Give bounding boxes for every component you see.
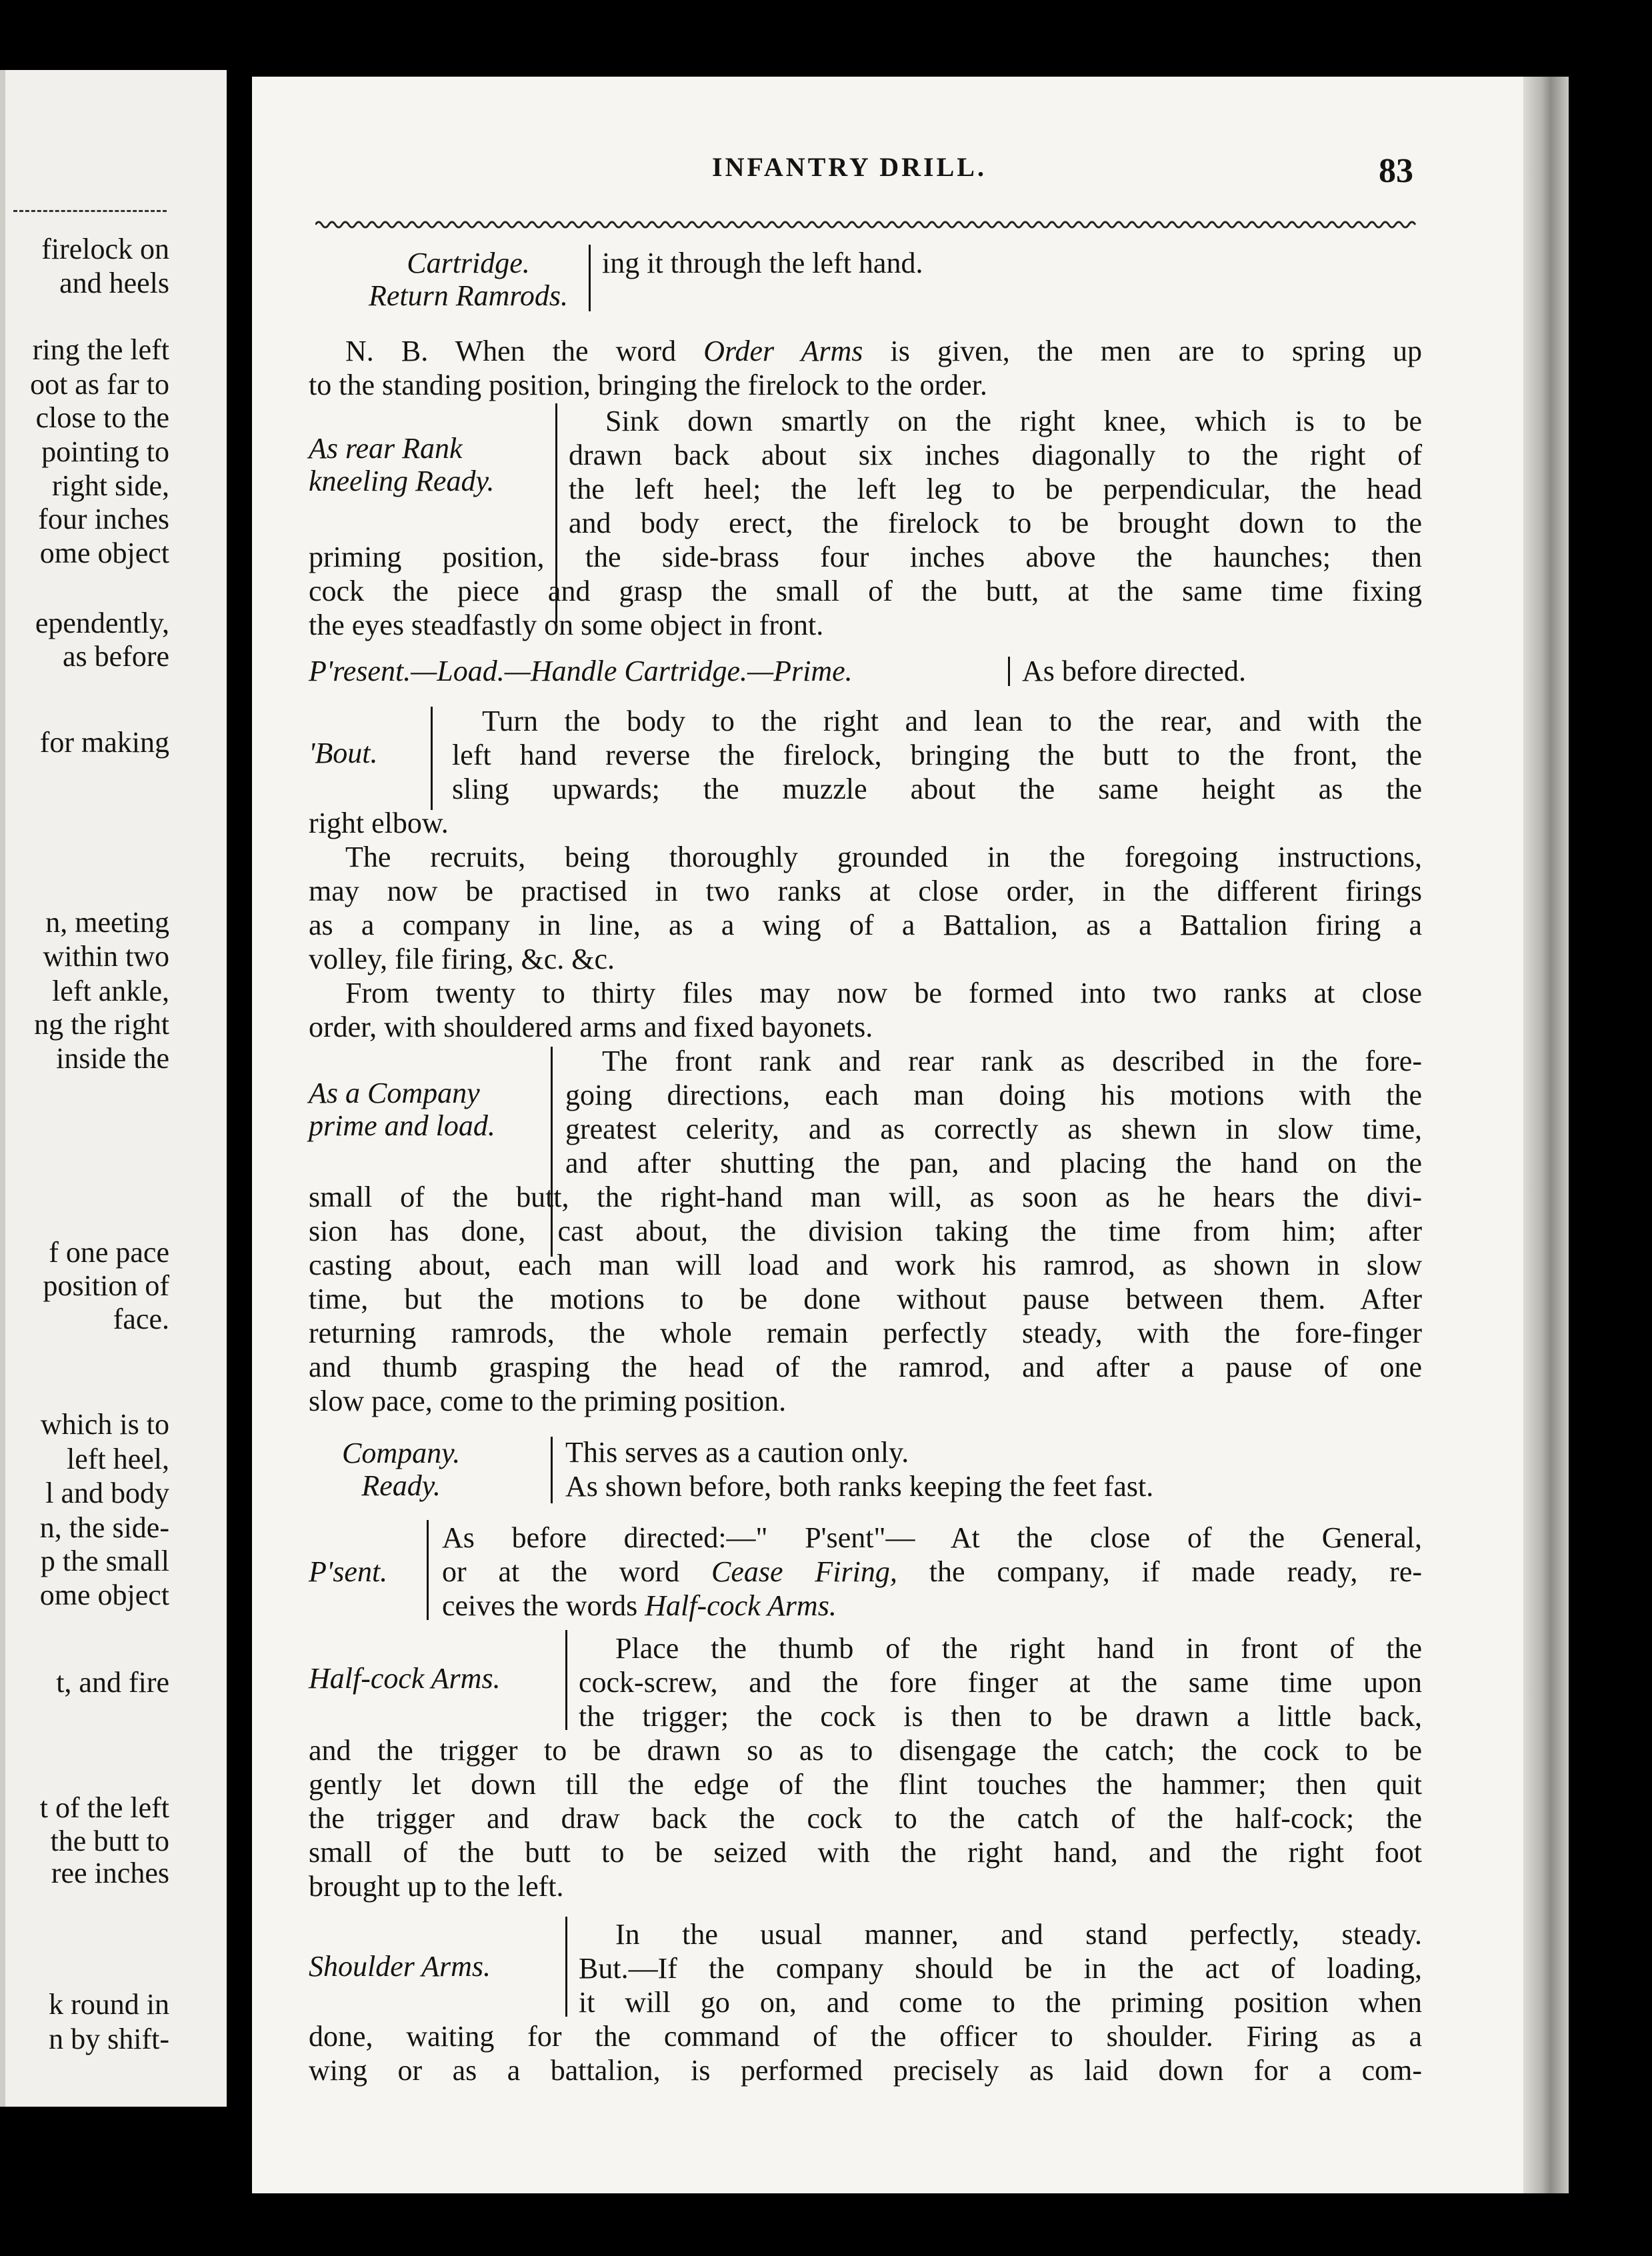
side-text-line: and after shutting the pan, and placing the hand on the	[565, 1147, 1422, 1179]
vertical-rule	[551, 1437, 553, 1503]
text-line: inside the	[56, 1042, 169, 1075]
side-text-line: In the usual manner, and stand perfectly, steady.	[615, 1918, 1422, 1951]
text-run-italic: Half-cock Arms.	[645, 1589, 837, 1622]
vertical-rule	[565, 1917, 567, 2017]
text-line: pointing to	[41, 435, 169, 468]
text-line: as before	[62, 640, 169, 673]
vertical-rule	[589, 245, 591, 311]
text-line: n by shift-	[49, 2023, 169, 2055]
text-line: firelock on	[41, 233, 169, 265]
side-text-line: going directions, each man doing his motions with the	[565, 1079, 1422, 1111]
text-line: gently let down till the edge of the flint touches the hammer; then quit	[309, 1768, 1422, 1801]
text-run-italic: Order Arms	[703, 335, 863, 367]
label-line: Ready.	[361, 1469, 441, 1503]
nb-line-1	[345, 337, 1422, 366]
text-line: sion has done, cast about, the division taking the time from him; after	[309, 1215, 1422, 1247]
text-line: cock the piece and grasp the small of the butt, at the same time fixing	[309, 575, 1422, 607]
text-run: the company, if made ready, re-	[897, 1555, 1423, 1588]
label-line: Cartridge.	[407, 247, 530, 279]
text-line: small of the butt to be seized with the right hand, and the right foot	[309, 1836, 1422, 1869]
label-line: Company.	[342, 1437, 461, 1469]
side-text-line: Sink down smartly on the right knee, which is to be	[605, 405, 1422, 437]
label-line: kneeling Ready.	[309, 465, 495, 498]
side-text-line	[442, 1557, 1422, 1587]
text-line: right side,	[52, 469, 169, 502]
text-line: left ankle,	[52, 975, 169, 1007]
text-line: small of the butt, the right-hand man will, as soon as he hears the divi-	[309, 1181, 1422, 1213]
page-edge-shadow	[1523, 77, 1569, 2193]
label-line: As a Company	[309, 1077, 480, 1109]
text-line: ng the right	[34, 1008, 169, 1041]
text-line: done, waiting for the command of the officer to shoulder. Firing as a	[309, 2020, 1422, 2053]
text-line: From twenty to thirty files may now be formed into two ranks at close	[345, 977, 1422, 1009]
vertical-rule	[427, 1520, 429, 1620]
present-text: As before directed.	[1022, 655, 1246, 687]
text-run: is given, the men are to spring up	[863, 335, 1422, 367]
text-line: close to the	[35, 401, 169, 434]
ornamental-rule	[315, 218, 1419, 231]
text-run-italic: P'resent.—Load.—Handle Cartridge.—Prime.	[309, 655, 853, 687]
text-line: n, the side-	[39, 1511, 169, 1544]
text-line: brought up to the left.	[309, 1870, 564, 1903]
text-line: returning ramrods, the whole remain perfectly steady, with the fore-finger	[309, 1317, 1422, 1349]
margin-label-psent: P'sent.	[309, 1555, 388, 1588]
text-run: N. B. When the word	[345, 335, 704, 367]
side-text-line: the left heel; the left leg to be perpendicular, the head	[569, 473, 1422, 505]
facing-page-fragment	[0, 70, 227, 2107]
text-line: the eyes steadfastly on some object in front.	[309, 609, 824, 641]
side-text-line: cock-screw, and the fore finger at the same time upon	[579, 1666, 1422, 1699]
side-text-line: As before directed:—" P'sent"— At the close of the General,	[442, 1521, 1422, 1554]
text-line: casting about, each man will load and work his ramrod, as shown in slow	[309, 1249, 1422, 1281]
present-line	[309, 657, 853, 686]
text-line: volley, file firing, &c. &c.	[309, 943, 615, 975]
text-line: f one pace	[49, 1236, 169, 1269]
header-rule	[13, 210, 167, 212]
text-line: position of	[43, 1269, 169, 1302]
text-line: This serves as a caution only.	[565, 1436, 909, 1469]
text-line: left heel,	[67, 1443, 169, 1475]
text-line: k round in	[49, 1988, 169, 2021]
text-run: ceives the words	[442, 1589, 645, 1622]
text-line: and heels	[59, 267, 169, 299]
side-text-line: sling upwards; the muzzle about the same height as the	[452, 773, 1422, 805]
side-text-line: the trigger; the cock is then to be drawn a little back,	[579, 1700, 1422, 1733]
text-line: priming position, the side-brass four inches above the haunches; then	[309, 541, 1422, 573]
label-line: Return Ramrods.	[369, 279, 569, 313]
text-run: or at the word	[442, 1555, 712, 1588]
text-line: ependently,	[35, 607, 169, 639]
text-line: p the small	[40, 1545, 169, 1577]
side-text-line: Turn the body to the right and lean to the rear, and with the	[482, 705, 1422, 737]
vertical-rule	[1008, 657, 1010, 686]
page-number: 83	[1379, 152, 1413, 190]
side-text-line: drawn back about six inches diagonally to the right of	[569, 439, 1422, 471]
text-line: right elbow.	[309, 807, 449, 839]
margin-label-cartridge	[369, 247, 568, 313]
side-text-line: Place the thumb of the right hand in front of the	[615, 1632, 1422, 1665]
label-line: prime and load.	[309, 1109, 495, 1143]
side-text-line: and body erect, the firelock to be brought down to the	[569, 507, 1422, 539]
text-line: oot as far to	[30, 368, 169, 401]
text-line: four inches	[38, 503, 169, 535]
text-line: l and body	[45, 1477, 169, 1509]
text-line: ome object	[39, 537, 169, 569]
text-line: may now be practised in two ranks at close order, in the different firings	[309, 875, 1422, 907]
text-line: ree inches	[51, 1857, 169, 1889]
text-line: which is to	[40, 1408, 169, 1441]
text-line: The recruits, being thoroughly grounded in the foregoing instructions,	[345, 841, 1422, 873]
margin-label-bout: 'Bout.	[309, 737, 378, 769]
nb-line-2: to the standing position, bringing the firelock to the order.	[309, 369, 987, 401]
margin-label-half-cock: Half-cock Arms.	[309, 1662, 501, 1695]
side-text-line: The front rank and rear rank as described in the fore-	[602, 1045, 1422, 1077]
running-header: INFANTRY DRILL.	[712, 152, 987, 182]
text-line: As shown before, both ranks keeping the feet fast.	[565, 1470, 1154, 1503]
vertical-rule	[431, 707, 433, 810]
cartridge-text: ing it through the left hand.	[602, 247, 923, 279]
side-text-line	[442, 1591, 837, 1621]
text-line: within two	[43, 940, 169, 973]
vertical-rule	[565, 1630, 567, 1730]
text-line: ome object	[39, 1579, 169, 1611]
margin-label-company-prime	[309, 1077, 495, 1143]
side-text-line: But.—If the company should be in the act of loading,	[579, 1952, 1422, 1985]
page-edge	[0, 70, 5, 2107]
text-line: order, with shouldered arms and fixed bayonets.	[309, 1011, 873, 1043]
margin-label-shoulder-arms: Shoulder Arms.	[309, 1950, 491, 1983]
text-line: as a company in line, as a wing of a Battalion, as a Battalion firing a	[309, 909, 1422, 941]
text-run-italic: Cease Firing,	[711, 1555, 897, 1588]
side-text-line: it will go on, and come to the priming position when	[579, 1986, 1422, 2019]
text-line: ring the left	[32, 333, 169, 366]
text-line: t, and fire	[56, 1666, 169, 1699]
text-line: the trigger and draw back the cock to the catch of the half-cock; the	[309, 1802, 1422, 1835]
margin-label-rear-rank	[309, 432, 495, 498]
label-line: As rear Rank	[309, 432, 463, 465]
text-line: face.	[113, 1303, 169, 1335]
margin-label-company-ready	[342, 1437, 460, 1503]
text-line: time, but the motions to be done without pause between them. After	[309, 1283, 1422, 1315]
text-line: n, meeting	[45, 906, 169, 939]
text-line: the butt to	[50, 1825, 169, 1857]
text-line: slow pace, come to the priming position.	[309, 1385, 787, 1417]
side-text-line: left hand reverse the firelock, bringing the butt to the front, the	[452, 739, 1422, 771]
book-page	[252, 77, 1569, 2193]
text-line: and thumb grasping the head of the ramrod, and after a pause of one	[309, 1351, 1422, 1383]
text-line: t of the left	[39, 1791, 169, 1824]
text-line: and the trigger to be drawn so as to disengage the catch; the cock to be	[309, 1734, 1422, 1767]
text-line: wing or as a battalion, is performed precisely as laid down for a com-	[309, 2054, 1422, 2087]
text-line: for making	[39, 726, 169, 759]
side-text-line: greatest celerity, and as correctly as shewn in slow time,	[565, 1113, 1422, 1145]
